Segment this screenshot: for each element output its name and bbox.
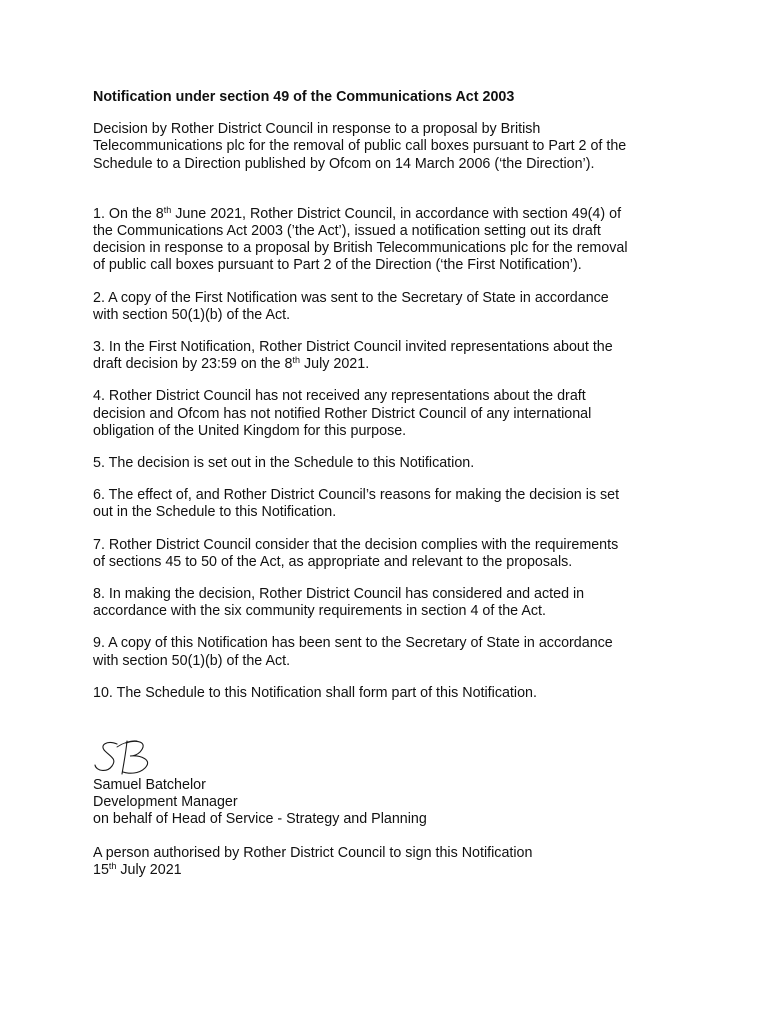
date-day: 15	[93, 862, 109, 879]
paragraph-4: 4. Rother District Council has not received any representations about the draft decision and Ofcom has not notified Rother District Council of any international obligation of the United Kingdom for this purpose.	[93, 388, 592, 439]
paragraph-3	[93, 339, 693, 373]
authorisation-statement: A person authorised by Rother District Council to sign this Notification	[93, 845, 533, 861]
signatory-name: Samuel Batchelor	[93, 777, 206, 793]
signature-date	[93, 862, 532, 879]
signatory-role: Development Manager	[93, 794, 238, 811]
paragraph-7: 7. Rother District Council consider that the decision complies with the requirements of sections 45 to 50 of the Act, as appropriate and relevant to the proposals.	[93, 536, 619, 570]
paragraph-text: 1. On the 8	[93, 205, 164, 222]
paragraph-1	[93, 206, 693, 275]
signatory-on-behalf: on behalf of Head of Service - Strategy and Planning	[93, 811, 427, 828]
paragraph-8: 8. In making the decision, Rother District Council has considered and acted in accordance with the six community requirements in section 4 of the Act.	[93, 586, 585, 620]
paragraph-6: 6. The effect of, and Rother District Council’s reasons for making the decision is set out in the Schedule to this Notification.	[93, 487, 620, 521]
handwritten-signature	[93, 738, 163, 778]
signatory-block	[93, 777, 427, 829]
paragraph-2: 2. A copy of the First Notification was sent to the Secretary of State in accordance with section 50(1)(b) of the Act.	[93, 289, 609, 323]
paragraph-9: 9. A copy of this Notification has been sent to the Secretary of State in accordance with section 50(1)(b) of the Act.	[93, 635, 613, 669]
ordinal-suffix: th	[163, 204, 172, 215]
paragraph-text: 3. In the First Notification, Rother District Council invited representations about the draft decision by 23:59 on the 8	[93, 339, 613, 373]
paragraph-10: 10. The Schedule to this Notification shall form part of this Notification.	[93, 684, 537, 701]
signature-drawing	[93, 738, 163, 778]
paragraph-text: July 2021.	[300, 356, 370, 373]
date-month-year: July 2021	[116, 862, 182, 879]
ordinal-suffix: th	[292, 355, 301, 366]
paragraph-text: June 2021, Rother District Council, in accordance with section 49(4) of the Communications Act 2003 (’the Act’), issued a notification setting out its draft decision in response to a proposal by British Telecommunications plc for the removal of public call boxes pursuant to Part 2 of the Direction (‘the First Notification’).	[93, 205, 628, 274]
date-ordinal-suffix: th	[108, 861, 117, 872]
authorisation-block	[93, 845, 532, 879]
document-title: Notification under section 49 of the Communications Act 2003	[93, 89, 515, 105]
notification-document	[93, 89, 693, 717]
decision-intro: Decision by Rother District Council in response to a proposal by British Telecommunications plc for the removal of public call boxes pursuant to Part 2 of the Schedule to a Direction published by Ofcom on 14 March 2006 (‘the Direction’).	[93, 121, 627, 172]
paragraph-5: 5. The decision is set out in the Schedule to this Notification.	[93, 455, 475, 472]
